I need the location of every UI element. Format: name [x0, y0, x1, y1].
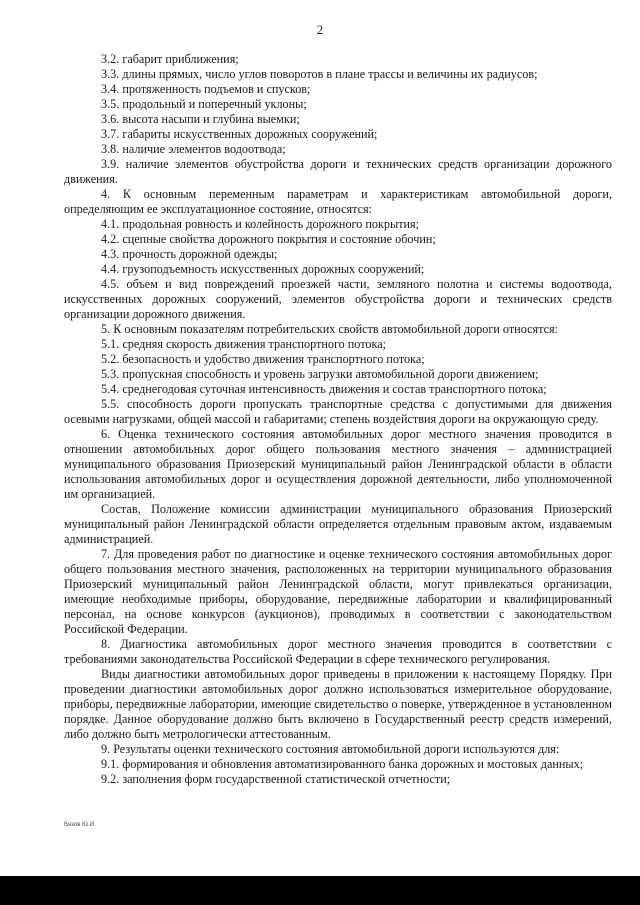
- paragraph: 3.7. габариты искусственных дорожных сооружений;: [101, 127, 378, 141]
- paragraph: 4.4. грузоподъемность искусственных дорожных сооружений;: [101, 262, 425, 276]
- paragraph: 5.3. пропускная способность и уровень загрузки автомобильной дороги движением;: [101, 367, 539, 381]
- paragraph: 4. К основным переменным параметрам и характеристикам автомобильной дороги, определяющим ее эксплуатационное состояние, относятся:: [64, 187, 612, 216]
- paragraph: 5. К основным показателям потребительских свойств автомобильной дороги относятся:: [101, 322, 558, 336]
- paragraph: 3.5. продольный и поперечный уклоны;: [101, 97, 307, 111]
- page-number: 2: [316, 22, 324, 37]
- paragraph: 4.1. продольная ровность и колейность дорожного покрытия;: [101, 217, 420, 231]
- paragraph: 3.6. высота насыпи и глубина выемки;: [101, 112, 300, 126]
- paragraph: 3.2. габарит приближения;: [101, 52, 239, 66]
- paragraph: 3.4. протяженность подъемов и спусков;: [101, 82, 311, 96]
- paragraph: Виды диагностики автомобильных дорог приведены в приложении к настоящему Порядку. При проведении диагностики автомобильных дорог должно использоваться измерительное оборудование, приборы, передвижные лаборатории, имеющие свидетельство о поверке, утвержденное в установленном порядке. Данное оборудование должно быть включено в Государственный реестр средств измерений, либо должно быть метрологически аттестованным.: [64, 667, 612, 741]
- scan-bottom-border: [0, 876, 640, 905]
- paragraph: 5.4. среднегодовая суточная интенсивность движения и состав транспортного потока;: [101, 382, 547, 396]
- paragraph: Состав, Положение комиссии администрации муниципального образования Приозерский муниципальный район Ленинградской области определяется отдельным правовым актом, издаваемым администрацией.: [64, 502, 612, 546]
- paragraph: 4.3. прочность дорожной одежды;: [101, 247, 278, 261]
- paragraph: 3.3. длины прямых, число углов поворотов в плане трассы и величины их радиусов;: [101, 67, 538, 81]
- paragraph: 4.2. сцепные свойства дорожного покрытия и состояние обочин;: [101, 232, 436, 246]
- paragraph: 3.9. наличие элементов обустройства дороги и технических средств организации дорожного движения.: [64, 157, 612, 186]
- paragraph: 9.1. формирования и обновления автоматизированного банка дорожных и мостовых данных;: [101, 757, 584, 771]
- document-body: [64, 52, 612, 787]
- paragraph: 6. Оценка технического состояния автомобильных дорог местного значения проводится в отношении автомобильных дорог общего пользования местного значения – администрацией муниципального образования Приозерский муниципальный район Ленинградской области в области использования автомобильных дорог и осуществления дорожной деятельности, либо уполномоченной им организацией.: [64, 427, 612, 501]
- paragraph: 5.5. способность дороги пропускать транспортные средства с допустимыми для движения осевыми нагрузками, общей массой и габаритами; степень воздействия дороги на окружающую среду.: [64, 397, 612, 426]
- paragraph: 8. Диагностика автомобильных дорог местного значения проводится в соответствии с требованиями законодательства Российской Федерации в сфере технического регулирования.: [64, 637, 612, 666]
- paragraph: 5.2. безопасность и удобство движения транспортного потока;: [101, 352, 425, 366]
- paragraph: 5.1. средняя скорость движения транспортного потока;: [101, 337, 387, 351]
- paragraph: 4.5. объем и вид повреждений проезжей части, земляного полотна и системы водоотвода, искусственных дорожных сооружений, элементов обустройства дороги и технических средств организации дорожного движения.: [64, 277, 612, 321]
- paragraph: 3.8. наличие элементов водоотвода;: [101, 142, 286, 156]
- paragraph: 9. Результаты оценки технического состояния автомобильной дороги используются для:: [101, 742, 560, 756]
- footer-code: Вязов Ю.И.: [64, 822, 96, 828]
- paragraph: 9.2. заполнения форм государственной статистической отчетности;: [101, 772, 451, 786]
- paragraph: 7. Для проведения работ по диагностике и оценке технического состояния автомобильных дорог общего пользования местного значения, расположенных на территории муниципального образования Приозерский муниципальный район Ленинградской области, могут привлекаться организации, имеющие необходимые приборы, оборудование, передвижные лаборатории и квалифицированный персонал, на основе конкурсов (аукционов), проводимых в соответствии с законодательством Российской Федерации.: [64, 547, 612, 636]
